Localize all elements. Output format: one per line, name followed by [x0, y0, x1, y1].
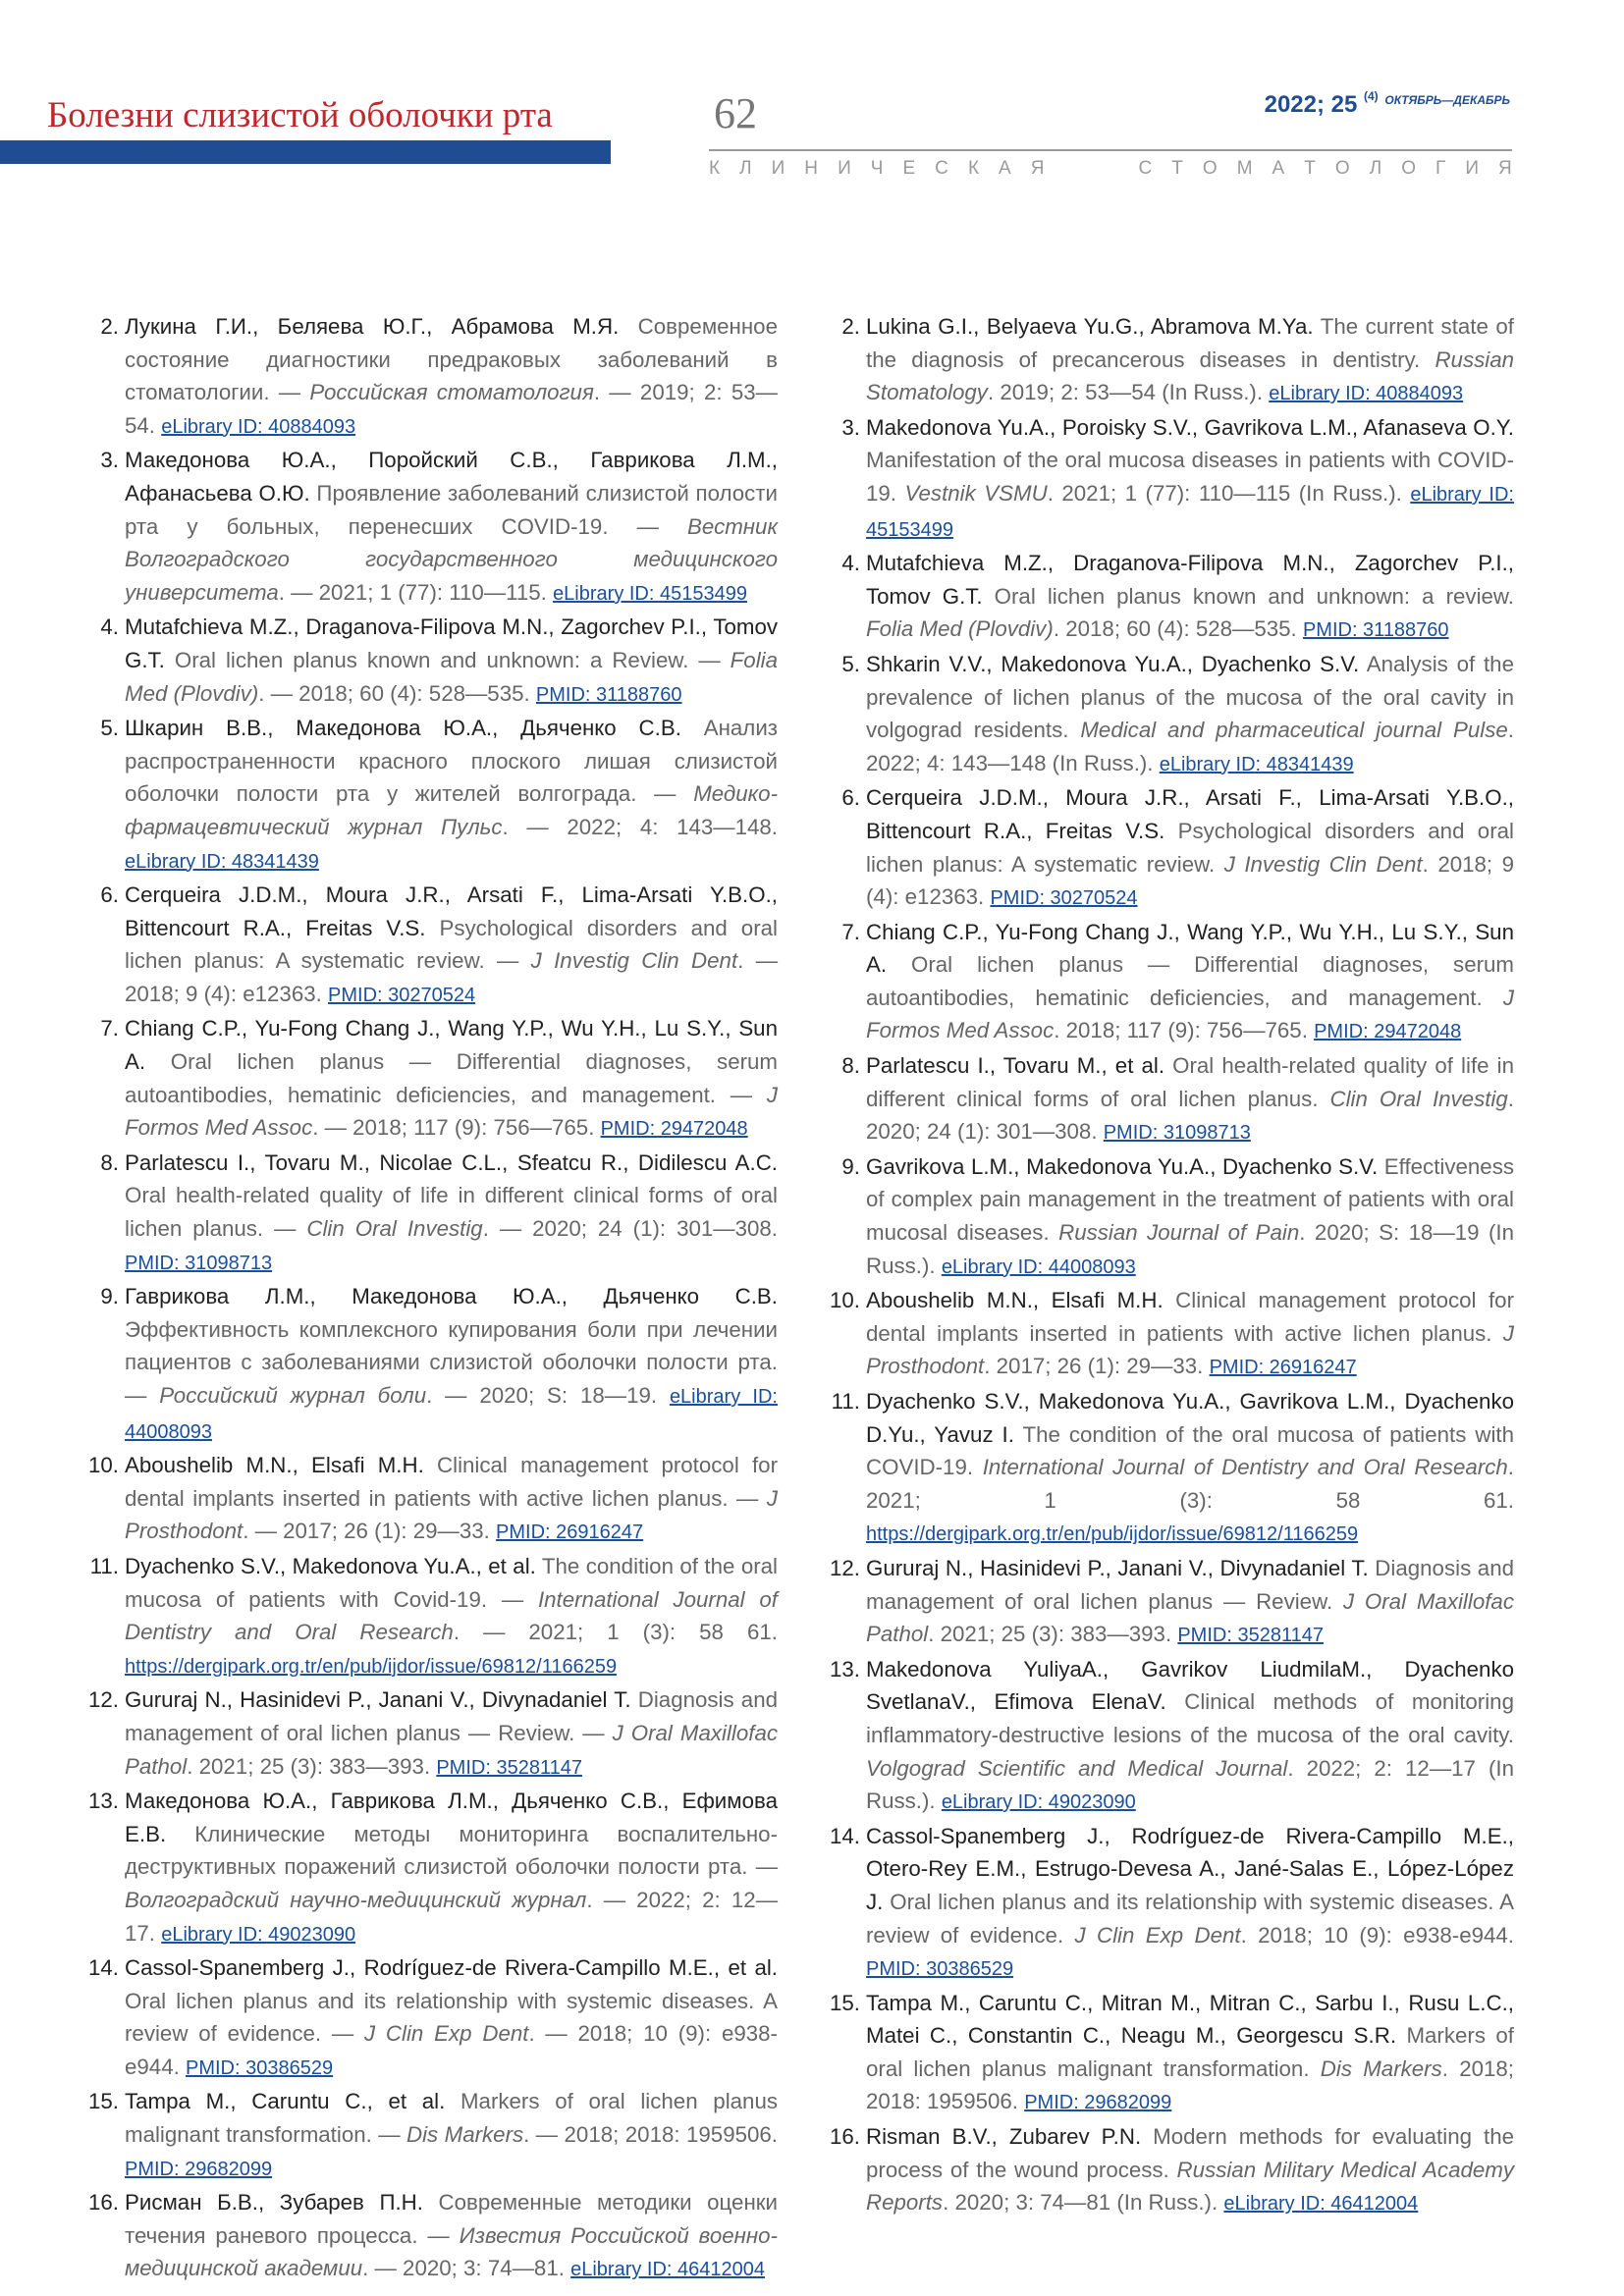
reference-item [827, 310, 1514, 411]
reference-number: 5. [100, 716, 119, 741]
reference-authors: Lukina G.I., Belyaeva Yu.G., Abramova M.Ya. [866, 314, 1314, 339]
reference-link[interactable]: eLibrary ID: 46412004 [570, 2259, 766, 2281]
reference-text [125, 444, 778, 611]
header-rule [709, 149, 1512, 151]
reference-authors: Шкарин В.В., Македонова Ю.А., Дьяченко С.В. [125, 716, 681, 741]
reference-item [827, 1150, 1514, 1284]
reference-item [85, 310, 778, 444]
reference-journal: Вестник Волгоградского государственного медицинского университета [125, 513, 778, 605]
reference-journal: Волгоградский научно-медицинский журнал [125, 1887, 587, 1912]
reference-journal: Clin Oral Investig [1329, 1086, 1508, 1111]
reference-text [125, 611, 778, 712]
reference-link[interactable]: PMID: 29682099 [1024, 2092, 1172, 2114]
reference-title: Effectiveness of complex pain management in the treatment of patients with oral mucosal diseases. [866, 1153, 1514, 1246]
reference-item [827, 2120, 1514, 2221]
reference-number: 3. [841, 414, 860, 440]
reference-link[interactable]: PMID: 35281147 [1177, 1625, 1324, 1647]
reference-number: 16. [88, 2190, 119, 2216]
reference-authors: Dyachenko S.V., Makedonova Yu.A., Gavrikova L.M., Dyachenko D.Yu., Yavuz I. [866, 1389, 1514, 1447]
reference-title: The condition of the oral mucosa of patients with COVID-19. [866, 1421, 1514, 1480]
reference-title: Oral lichen planus known and unknown: a review. [982, 583, 1514, 609]
reference-link[interactable]: eLibrary ID: 40884093 [1269, 383, 1464, 405]
reference-item [827, 648, 1514, 781]
reference-item [85, 444, 778, 611]
reference-link[interactable]: PMID: 30270524 [990, 887, 1138, 910]
reference-text [866, 1385, 1514, 1552]
reference-details: . — 2019; 2: 53—54. [125, 380, 778, 438]
reference-title: Проявление заболеваний слизистой полости рта у больных, перенесших COVID-19. — [125, 480, 779, 539]
reference-item [85, 879, 778, 1012]
reference-journal: J Prosthodont [125, 1485, 778, 1544]
journal-letter: М [1236, 158, 1253, 179]
journal-letter: И [771, 158, 785, 179]
reference-title: Oral health-related quality of life in different clinical forms of oral lichen planus. [866, 1053, 1515, 1111]
reference-title: Клинические методы мониторинга воспалительно-деструктивных поражений слизистой оболочки полости рта. — [125, 1821, 778, 1880]
reference-link[interactable]: eLibrary ID: 40884093 [161, 415, 356, 438]
reference-item [85, 1951, 778, 2085]
reference-item [85, 1147, 778, 1280]
journal-letter: Я [1498, 158, 1512, 179]
reference-link[interactable]: https://dergipark.org.tr/en/pub/ijdor/issue/69812/1166259 [866, 1523, 1359, 1546]
reference-link[interactable]: PMID: 31188760 [1302, 619, 1449, 642]
reference-text [866, 1284, 1514, 1385]
reference-journal: Известия Российской военно-медицинской академии [125, 2222, 778, 2281]
reference-journal: Российская стоматология [309, 380, 594, 405]
reference-journal: J Oral Maxillofac Pathol [125, 1720, 779, 1779]
reference-item [85, 1683, 778, 1785]
reference-authors: Aboushelib M.N., Elsafi M.H. [125, 1453, 424, 1478]
reference-text [125, 1449, 778, 1550]
reference-journal: Russian Journal of Pain [1058, 1220, 1300, 1246]
reference-details: . — 2018; 2018: 1959506. [523, 2122, 778, 2148]
reference-details: . 2020; S: 18—19 (In Russ.). [866, 1220, 1514, 1278]
reference-number: 10. [88, 1453, 119, 1478]
year-volume: 2022; 25 [1264, 91, 1358, 118]
reference-link[interactable]: PMID: 31098713 [1103, 1122, 1251, 1145]
reference-text [866, 1653, 1514, 1820]
reference-title: Анализ распространенности красного плоского лишая слизистой оболочки полости рта у жителей волгограда. — [125, 716, 778, 807]
reference-title: Oral lichen planus — Differential diagnoses, serum autoantibodies, hematinic deficiencies, and management. — [125, 1049, 778, 1107]
reference-item [827, 411, 1514, 547]
reference-journal: International Journal of Dentistry and Oral Research [125, 1586, 778, 1645]
reference-details: . — 2017; 26 (1): 29—33. [243, 1519, 497, 1544]
reference-details: . — 2018; 9 (4): e12363. [125, 948, 778, 1006]
reference-title: Analysis of the prevalence of lichen planus of the mucosa of the oral cavity in volgograd residents. [866, 651, 1514, 743]
reference-journal: J Prosthodont [866, 1320, 1514, 1379]
reference-details: . 2017; 26 (1): 29—33. [984, 1354, 1210, 1379]
reference-authors: Gavrikova L.M., Makedonova Yu.A., Dyachenko S.V. [866, 1153, 1379, 1179]
reference-authors: Gururaj N., Hasinidevi P., Janani V., Divynadaniel T. [866, 1555, 1369, 1580]
reference-number: 7. [100, 1016, 119, 1041]
reference-details: . — 2020; 24 (1): 301—308. [482, 1216, 778, 1242]
reference-text [866, 916, 1514, 1049]
reference-number: 6. [100, 882, 119, 908]
issue-info [1265, 91, 1510, 119]
reference-text [866, 1150, 1514, 1284]
reference-text [866, 648, 1514, 781]
journal-letter: Я [1030, 158, 1045, 179]
reference-number: 6. [841, 785, 860, 811]
reference-journal: Российский журнал боли [159, 1383, 427, 1408]
reference-details: . 2018; 117 (9): 756—765. [1054, 1018, 1315, 1043]
reference-journal: Folia Med (Plovdiv) [866, 616, 1054, 642]
reference-link[interactable]: PMID: 35281147 [436, 1756, 582, 1779]
reference-number: 8. [100, 1149, 119, 1175]
reference-title: Diagnosis and management of oral lichen planus — Review. — [125, 1687, 779, 1745]
reference-details: . 2018; 9 (4): e12363. [866, 851, 1514, 910]
reference-text [125, 1147, 778, 1280]
reference-journal: Russian Stomatology [866, 347, 1514, 405]
reference-details: . 2020; 24 (1): 301—308. [866, 1086, 1514, 1145]
reference-authors: Tampa M., Caruntu C., Mitran M., Mitran C., Sarbu I., Rusu L.C., Matei C., Constantin C., Neagu M., Georgescu S.R. [866, 1990, 1514, 2049]
reference-authors: Chiang C.P., Yu-Fong Chang J., Wang Y.P., Wu Y.H., Lu S.Y., Sun A. [866, 919, 1514, 978]
reference-item [827, 1385, 1514, 1552]
reference-journal: J Oral Maxillofac Pathol [866, 1588, 1514, 1647]
reference-number: 8. [841, 1053, 860, 1079]
journal-gap [1064, 158, 1069, 180]
reference-title: Clinical management protocol for dental implants inserted in patients with active lichen planus. [866, 1288, 1515, 1346]
reference-text [866, 1820, 1514, 1987]
reference-title: Diagnosis and management of oral lichen planus — Review. [866, 1555, 1514, 1614]
reference-authors: Mutafchieva M.Z., Draganova-Filipova M.N., Zagorchev P.I., Tomov G.T. [866, 551, 1514, 609]
reference-journal: J Formos Med Assoc [125, 1082, 778, 1141]
reference-text [125, 1683, 778, 1785]
reference-text [866, 411, 1514, 547]
reference-text [125, 1280, 778, 1449]
reference-item [827, 547, 1514, 648]
journal-letter: С [935, 158, 948, 179]
reference-journal: Folia Med (Plovdiv) [125, 647, 778, 706]
reference-item [85, 611, 778, 712]
reference-text [125, 712, 778, 879]
reference-item [827, 1049, 1514, 1150]
reference-link[interactable]: PMID: 29682099 [125, 2158, 273, 2180]
reference-title: Psychological disorders and oral lichen planus: A systematic review. — [125, 915, 778, 974]
reference-number: 15. [830, 1990, 860, 2015]
reference-details: . — 2021; 1 (77): 110—115. [278, 579, 554, 605]
reference-title: Clinical management protocol for dental implants inserted in patients with active lichen planus. — [125, 1453, 779, 1511]
reference-details: . 2021; 1 (77): 110—115 (In Russ.). [1047, 480, 1411, 506]
reference-item [85, 1550, 778, 1683]
journal-letter: Н [804, 158, 819, 179]
reference-link[interactable]: PMID: 26916247 [1209, 1357, 1357, 1379]
reference-title: Psychological disorders and oral lichen planus: A systematic review. [866, 818, 1514, 877]
reference-item [827, 1284, 1514, 1385]
reference-number: 10. [830, 1288, 860, 1313]
reference-link[interactable]: PMID: 31098713 [125, 1252, 273, 1274]
reference-authors: Aboushelib M.N., Elsafi M.H. [866, 1288, 1164, 1313]
journal-letter: К [709, 158, 721, 179]
reference-journal: Dis Markers [1320, 2056, 1442, 2081]
reference-item [85, 2085, 778, 2186]
journal-letter: Л [739, 158, 752, 179]
journal-letter: О [1202, 158, 1218, 179]
reference-title: Markers of oral lichen planus malignant transformation. [866, 2023, 1514, 2081]
reference-item [827, 1987, 1514, 2120]
reference-details: . 2021; 1 (3): 58 61. [866, 1455, 1514, 1513]
reference-text [125, 1550, 778, 1683]
reference-journal: J Clin Exp Dent [363, 2021, 529, 2047]
reference-link[interactable]: PMID: 30386529 [186, 2056, 334, 2079]
reference-number: 2. [100, 314, 119, 339]
reference-text [125, 2186, 778, 2287]
reference-authors: Parlatescu I., Tovaru M., et al. [866, 1053, 1165, 1079]
reference-link[interactable]: PMID: 26916247 [496, 1522, 644, 1544]
reference-link[interactable]: PMID: 29472048 [600, 1118, 748, 1141]
reference-journal: J Investig Clin Dent [1223, 851, 1423, 877]
journal-letter: А [999, 158, 1011, 179]
reference-text [125, 1951, 778, 2085]
reference-item [85, 1449, 778, 1550]
reference-link[interactable]: eLibrary ID: 44008093 [125, 1386, 778, 1443]
journal-letter: Ч [870, 158, 884, 179]
reference-journal: Медико-фармацевтический журнал Пульс [125, 781, 778, 839]
reference-title: Современное состояние диагностики предраковых заболеваний в стоматологии. — [125, 314, 778, 405]
reference-authors: Chiang C.P., Yu-Fong Chang J., Wang Y.P., Wu Y.H., Lu S.Y., Sun A. [125, 1016, 778, 1075]
reference-link[interactable]: PMID: 30270524 [328, 984, 476, 1006]
reference-item [827, 1653, 1514, 1820]
journal-letter: К [967, 158, 980, 179]
reference-number: 14. [88, 1955, 119, 1981]
reference-item [827, 781, 1514, 915]
reference-details: . — 2022; 2: 12—17. [125, 1887, 778, 1946]
reference-journal: Russian Military Medical Academy Reports [866, 2157, 1514, 2216]
reference-title: Modern methods for evaluating the process of the wound process. [866, 2124, 1514, 2182]
reference-details: . — 2020; 3: 74—81. [362, 2256, 571, 2281]
reference-journal: J Investig Clin Dent [530, 948, 738, 974]
reference-link[interactable]: eLibrary ID: 49023090 [161, 1923, 356, 1946]
reference-details: . 2018; 10 (9): e938-e944. [1240, 1922, 1514, 1948]
reference-journal: Dis Markers [406, 2122, 524, 2148]
reference-details: . — 2021; 1 (3): 58 61. [453, 1620, 778, 1645]
reference-number: 11. [89, 1553, 119, 1578]
journal-name [709, 158, 1512, 180]
reference-authors: Makedonova Yu.A., Poroisky S.V., Gavrikova L.M., Afanaseva O.Y. [866, 414, 1514, 440]
reference-details: . 2020; 3: 74—81 (In Russ.). [943, 2190, 1224, 2216]
reference-number: 9. [100, 1284, 119, 1309]
reference-details: . — 2018; 60 (4): 528—535. [258, 680, 536, 706]
reference-authors: Cerqueira J.D.M., Moura J.R., Arsati F., Lima-Arsati Y.B.O., Bittencourt R.A., Freitas V.S. [125, 882, 778, 940]
reference-title: Эффективность комплексного купирования боли при лечении пациентов с заболеваниями слизистой оболочки полости рта. — [125, 1316, 778, 1408]
reference-link[interactable]: eLibrary ID: 49023090 [941, 1791, 1136, 1814]
journal-letter: Т [1171, 158, 1183, 179]
journal-letter: О [1334, 158, 1350, 179]
reference-journal: Medical and pharmaceutical journal Pulse [1080, 718, 1508, 743]
reference-authors: Gururaj N., Hasinidevi P., Janani V., Divynadaniel T. [125, 1687, 631, 1713]
reference-title: Markers of oral lichen planus malignant transformation. — [125, 2089, 778, 2148]
reference-link[interactable]: eLibrary ID: 45153499 [866, 483, 1514, 541]
reference-journal: J Clin Exp Dent [1074, 1922, 1241, 1948]
reference-item [85, 1012, 778, 1146]
reference-authors: Risman B.V., Zubarev P.N. [866, 2124, 1142, 2150]
reference-link[interactable]: eLibrary ID: 48341439 [125, 850, 319, 873]
reference-title: The current state of the diagnosis of precancerous diseases in dentistry. [866, 314, 1514, 372]
reference-text [866, 1552, 1514, 1653]
reference-link[interactable]: eLibrary ID: 48341439 [1159, 753, 1354, 775]
reference-authors: Tampa M., Caruntu C., et al. [125, 2089, 446, 2114]
reference-number: 14. [830, 1823, 860, 1848]
reference-link[interactable]: PMID: 30386529 [866, 1958, 1014, 1981]
references-ru-column [85, 310, 778, 2287]
journal-letter: И [838, 158, 851, 179]
reference-item [827, 1820, 1514, 1987]
journal-letter: И [1465, 158, 1480, 179]
reference-number: 12. [830, 1555, 860, 1580]
journal-letter: Е [902, 158, 916, 179]
reference-number: 2. [841, 314, 860, 339]
reference-details: . 2019; 2: 53—54 (In Russ.). [987, 380, 1270, 405]
reference-journal: Clin Oral Investig [306, 1216, 483, 1242]
reference-text [866, 1049, 1514, 1150]
reference-authors: Parlatescu I., Tovaru M., Nicolae C.L., Sfeatcu R., Didilescu A.C. [125, 1149, 778, 1175]
reference-text [866, 547, 1514, 648]
reference-details: . 2018; 2018: 1959506. [866, 2056, 1515, 2114]
reference-authors: Dyachenko S.V., Makedonova Yu.A., et al. [125, 1553, 536, 1578]
reference-title: Oral health-related quality of life in different clinical forms of oral lichen planus. — [125, 1183, 778, 1242]
reference-authors: Македонова Ю.А., Гаврикова Л.М., Дьяченко С.В., Ефимова Е.В. [125, 1789, 778, 1846]
reference-link[interactable]: PMID: 31188760 [535, 683, 682, 706]
reference-title: Manifestation of the oral mucosa diseases in patients with COVID-19. [866, 448, 1514, 506]
journal-gap [1089, 158, 1094, 180]
reference-text [125, 2085, 778, 2186]
reference-item [85, 2186, 778, 2287]
reference-text [125, 310, 778, 444]
reference-title: Oral lichen planus known and unknown: a Review. — [164, 647, 731, 672]
reference-details: . — 2020; S: 18—19. [426, 1383, 670, 1408]
section-title: Болезни слизистой оболочки рта [47, 95, 553, 135]
journal-letter: Г [1435, 158, 1446, 179]
reference-title: Современные методики оценки течения раневого процесса. — [125, 2190, 778, 2248]
reference-item [827, 1552, 1514, 1653]
reference-details: . 2021; 25 (3): 383—393. [928, 1622, 1178, 1647]
reference-item [827, 916, 1514, 1049]
reference-number: 3. [100, 448, 119, 473]
reference-text [866, 310, 1514, 411]
journal-letter: А [1272, 158, 1285, 179]
issue-months: ОКТЯБРЬ—ДЕКАБРЬ [1384, 93, 1510, 107]
journal-letter: О [1401, 158, 1416, 179]
reference-journal: International Journal of Dentistry and Oral Research [982, 1455, 1508, 1480]
reference-journal: Volgograd Scientific and Medical Journal [866, 1755, 1288, 1781]
reference-authors: Македонова Ю.А., Поройский С.В., Гаврикова Л.М., Афанасьева О.Ю. [125, 448, 778, 506]
reference-text [125, 879, 778, 1012]
reference-number: 12. [88, 1687, 119, 1713]
reference-item [85, 1280, 778, 1449]
reference-title: Clinical methods of monitoring inflammatory-destructive lesions of the mucosa of the oral cavity. [866, 1689, 1514, 1747]
reference-journal: J Formos Med Assoc [866, 985, 1514, 1043]
reference-number: 13. [830, 1656, 860, 1682]
reference-title: Oral lichen planus and its relationship with systemic diseases. A review of evidence. — [125, 1988, 778, 2047]
issue-number: (4) [1364, 89, 1379, 103]
reference-authors: Shkarin V.V., Makedonova Yu.A., Dyachenko S.V. [866, 651, 1360, 676]
reference-authors: Рисман Б.В., Зубарев П.Н. [125, 2190, 423, 2216]
reference-item [85, 1785, 778, 1951]
page-number: 62 [714, 89, 757, 137]
reference-text [125, 1012, 778, 1146]
reference-details: . — 2022; 4: 143—148. [502, 814, 778, 839]
journal-letter: С [1138, 158, 1153, 179]
reference-text [866, 781, 1514, 915]
reference-number: 9. [841, 1153, 860, 1179]
reference-authors: Cassol-Spanemberg J., Rodríguez-de Rivera-Campillo M.E., Otero-Rey E.M., Estrugo-Devesa A., Jané-Salas E., López-López J. [866, 1823, 1514, 1914]
journal-letter: Л [1369, 158, 1382, 179]
reference-link[interactable]: eLibrary ID: 46412004 [1223, 2193, 1419, 2216]
reference-details: . 2018; 60 (4): 528—535. [1053, 616, 1303, 642]
journal-gap [1113, 158, 1118, 180]
reference-number: 4. [841, 551, 860, 576]
reference-title: Oral lichen planus and its relationship with systemic diseases. A review of evidence. [866, 1889, 1514, 1948]
reference-link[interactable]: eLibrary ID: 44008093 [941, 1255, 1136, 1278]
reference-authors: Лукина Г.И., Беляева Ю.Г., Абрамова М.Я. [125, 314, 620, 339]
reference-text [125, 1785, 778, 1951]
reference-title: The condition of the oral mucosa of patients with Covid-19. — [125, 1553, 779, 1612]
reference-link[interactable]: eLibrary ID: 45153499 [553, 582, 747, 605]
reference-journal: Vestnik VSMU [904, 480, 1048, 506]
references-en-column [827, 310, 1514, 2221]
reference-details: . 2021; 25 (3): 383—393. [187, 1753, 437, 1779]
reference-details: . — 2018; 117 (9): 756—765. [312, 1115, 601, 1141]
reference-number: 16. [830, 2124, 860, 2150]
reference-authors: Cassol-Spanemberg J., Rodríguez-de Rivera-Campillo M.E., et al. [125, 1955, 778, 1981]
reference-authors: Cerqueira J.D.M., Moura J.R., Arsati F., Lima-Arsati Y.B.O., Bittencourt R.A., Freitas V.S. [866, 785, 1514, 843]
reference-authors: Гаврикова Л.М., Македонова Ю.А., Дьяченко С.В. [125, 1284, 778, 1309]
reference-link[interactable]: PMID: 29472048 [1314, 1021, 1462, 1043]
section-bar [0, 140, 611, 164]
journal-letter: Т [1304, 158, 1316, 179]
reference-link[interactable]: https://dergipark.org.tr/en/pub/ijdor/issue/69812/1166259 [125, 1655, 618, 1678]
reference-number: 15. [88, 2089, 119, 2114]
reference-details: . 2022; 4: 143—148 (In Russ.). [866, 718, 1514, 775]
reference-number: 5. [841, 651, 860, 676]
reference-item [85, 712, 778, 879]
reference-text [866, 1987, 1514, 2120]
reference-text [866, 2120, 1514, 2221]
reference-title: Oral lichen planus — Differential diagnoses, serum autoantibodies, hematinic deficiencies, and management. [866, 952, 1514, 1010]
reference-number: 11. [831, 1389, 860, 1414]
reference-authors: Makedonova YuliyaA., Gavrikov LiudmilaM., Dyachenko SvetlanaV., Efimova ElenaV. [866, 1656, 1514, 1715]
reference-authors: Mutafchieva M.Z., Draganova-Filipova M.N., Zagorchev P.I., Tomov G.T. [125, 614, 778, 672]
reference-details: . 2022; 2: 12—17 (In Russ.). [866, 1755, 1514, 1814]
reference-number: 13. [88, 1789, 119, 1814]
reference-number: 4. [100, 614, 119, 640]
reference-number: 7. [841, 919, 860, 944]
reference-details: . — 2018; 10 (9): e938-e944. [125, 2021, 778, 2079]
